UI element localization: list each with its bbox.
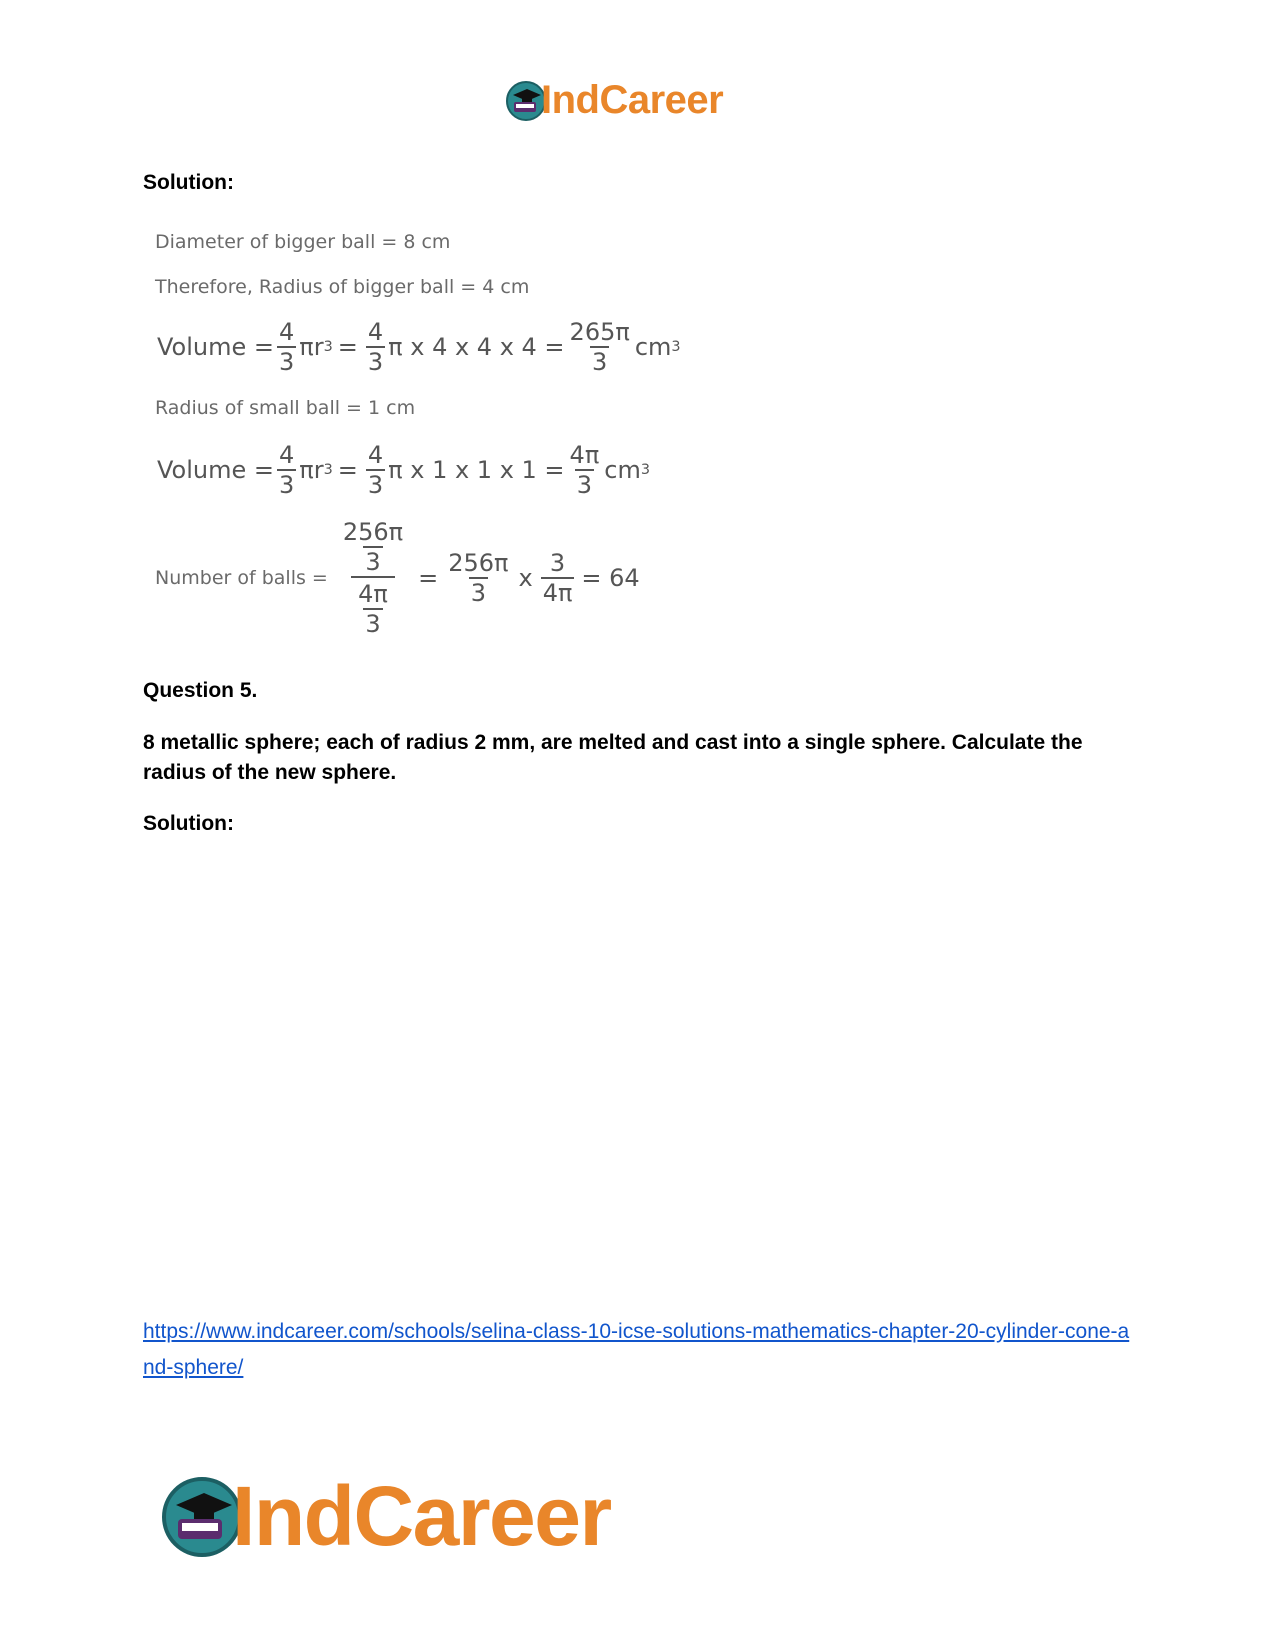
balls-label: Number of balls = <box>155 567 328 589</box>
term: π x 1 x 1 x 1 = <box>388 456 565 484</box>
compound-fraction <box>336 520 410 636</box>
exponent: 3 <box>323 339 333 355</box>
fraction: $\frac{256\pi}{3}$ <box>342 518 404 576</box>
volume-big-equation: Volume = $\frac{4}{3}$ πr 3 = $\frac{4}{3}$ π x 4 x 4 x 4 = $\frac{265\pi}{3}$ cm 3 <box>157 318 681 376</box>
number-of-balls-equation: Number of balls = $\frac{\frac{256\pi}{3}}{\frac{4\pi}{3}}$ = $\frac{256\pi}{3}$ x $\frac{3}{4\pi}$ = 64 <box>155 518 640 638</box>
term: π x 4 x 4 x 4 = <box>388 333 565 361</box>
radius-line: Therefore, Radius of bigger ball = 4 cm <box>155 276 530 298</box>
volume-label: Volume = <box>157 456 274 484</box>
volume-label: Volume = <box>157 333 274 361</box>
term: πr <box>299 333 324 361</box>
fraction: $\frac{4}{3}$ <box>279 441 295 499</box>
volume-small-equation: Volume = $\frac{4}{3}$ πr 3 = $\frac{4}{3}$ π x 1 x 1 x 1 = $\frac{4\pi}{3}$ cm 3 <box>157 441 650 499</box>
exponent: 3 <box>671 339 681 355</box>
fraction: $\frac{4}{3}$ <box>367 318 384 376</box>
solution-2-heading: Solution: <box>143 812 234 835</box>
fraction: $\frac{265\pi}{3}$ <box>569 318 630 376</box>
balls-result: = 64 <box>581 564 640 592</box>
source-url-link[interactable]: https://www.indcareer.com/schools/selina-class-10-icse-solutions-mathematics-chapter-20-cylinder-cone-and-sphere/ <box>143 1320 1130 1379</box>
fraction: $\frac{4}{3}$ <box>279 318 295 376</box>
fraction: $\frac{4\pi}{3}$ <box>358 580 388 638</box>
exponent: 3 <box>640 462 650 478</box>
fraction: $\frac{3}{4\pi}$ <box>542 549 573 607</box>
exponent: 3 <box>323 462 333 478</box>
small-radius-line: Radius of small ball = 1 cm <box>155 397 416 419</box>
fraction: $\frac{256\pi}{3}$ <box>448 549 509 607</box>
fraction: $\frac{4}{3}$ <box>367 441 384 499</box>
indcareer-logo-header <box>505 78 723 123</box>
solution-heading: Solution: <box>143 171 234 194</box>
logo-wordmark: IndCareer <box>541 78 724 122</box>
diameter-line: Diameter of bigger ball = 8 cm <box>155 231 451 253</box>
term: πr <box>299 456 324 484</box>
indcareer-logo-footer <box>160 1468 611 1565</box>
question-5-text: 8 metallic sphere; each of radius 2 mm, are melted and cast into a single sphere. Calculate the radius of the new sphere. <box>143 731 1083 784</box>
unit: cm <box>634 333 672 361</box>
question-5-heading: Question 5. <box>143 679 258 702</box>
fraction: $\frac{4\pi}{3}$ <box>569 441 600 499</box>
logo-wordmark: IndCareer <box>232 1469 611 1563</box>
unit: cm <box>604 456 641 484</box>
